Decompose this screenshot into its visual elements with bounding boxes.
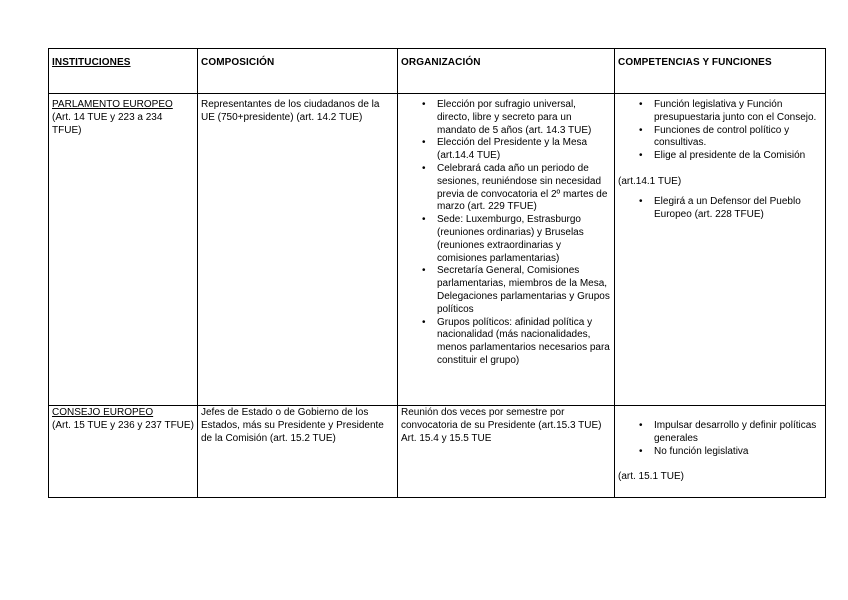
table-header-row — [49, 49, 826, 94]
list-item: • Elegirá a un Defensor del Pueblo Europeo (art. 228 TFUE) — [654, 196, 822, 222]
parlamento-institution-cell — [49, 94, 198, 406]
list-item: • Función legislativa y Función presupuestaria junto con el Consejo. — [654, 99, 822, 125]
parlamento-composicion: Representantes de los ciudadanos de la UE (750+presidente) (art. 14.2 TUE) — [198, 94, 398, 406]
header-competencias: COMPETENCIAS Y FUNCIONES — [615, 49, 826, 94]
parlamento-competencias-list — [618, 99, 822, 163]
list-item: • Grupos políticos: afinidad política y nacionalidad (más nacionalidades, menos parlamentarios necesarios para constituir el grupo) — [437, 317, 611, 368]
list-item: • Sede: Luxemburgo, Estrasburgo (reuniones ordinarias) y Bruselas (reuniones extraordinarias y comisiones parlamentarias) — [437, 214, 611, 265]
list-item: • Secretaría General, Comisiones parlamentarias, miembros de la Mesa, Delegaciones parlamentarias y Grupos políticos — [437, 265, 611, 316]
table-row-consejo — [49, 406, 826, 498]
list-item: • Elige al presidente de la Comisión — [654, 150, 822, 163]
header-instituciones: INSTITUCIONES — [49, 49, 198, 94]
consejo-organizacion-articles: Art. 15.4 y 15.5 TUE — [401, 432, 492, 444]
list-item: • Impulsar desarrollo y definir políticas generales — [654, 420, 822, 446]
parlamento-ref: (Art. 14 TUE y 223 a 234 TFUE) — [52, 111, 163, 136]
list-item: • Celebrará cada año un periodo de sesiones, reuniéndose sin necesidad previa de convocatoria el 2º martes de marzo (art. 229 TFUE) — [437, 163, 611, 214]
consejo-organizacion-text: Reunión dos veces por semestre por convocatoria de su Presidente (art.15.3 TUE) — [401, 407, 602, 431]
parlamento-name: PARLAMENTO EUROPEO — [52, 99, 173, 110]
parlamento-organizacion — [398, 94, 615, 406]
list-item: • No función legislativa — [654, 446, 822, 459]
consejo-ref: (Art. 15 TUE y 236 y 237 TFUE) — [52, 419, 194, 431]
list-item: • Elección del Presidente y la Mesa (art.14.4 TUE) — [437, 137, 611, 163]
consejo-composicion: Jefes de Estado o de Gobierno de los Estados, más su Presidente y Presidente de la Comisión (art. 15.2 TUE) — [198, 406, 398, 498]
consejo-competencias — [615, 406, 826, 498]
parlamento-competencias — [615, 94, 826, 406]
consejo-name: CONSEJO EUROPEO — [52, 407, 154, 418]
consejo-institution-cell — [49, 406, 198, 498]
institutions-table — [48, 48, 826, 498]
consejo-competencias-list — [618, 420, 822, 458]
header-composicion: COMPOSICIÓN — [198, 49, 398, 94]
list-item: • Funciones de control político y consultivas. — [654, 125, 822, 151]
parlamento-competencias-ref: (art.14.1 TUE) — [618, 175, 682, 187]
parlamento-organizacion-list — [401, 99, 611, 368]
table-row-parlamento — [49, 94, 826, 406]
consejo-competencias-ref: (art. 15.1 TUE) — [618, 471, 684, 483]
list-item: • Elección por sufragio universal, directo, libre y secreto para un mandato de 5 años (art. 14.3 TUE) — [437, 99, 611, 137]
header-organizacion: ORGANIZACIÓN — [398, 49, 615, 94]
parlamento-competencias-extra-list — [618, 196, 822, 222]
consejo-organizacion — [398, 406, 615, 498]
